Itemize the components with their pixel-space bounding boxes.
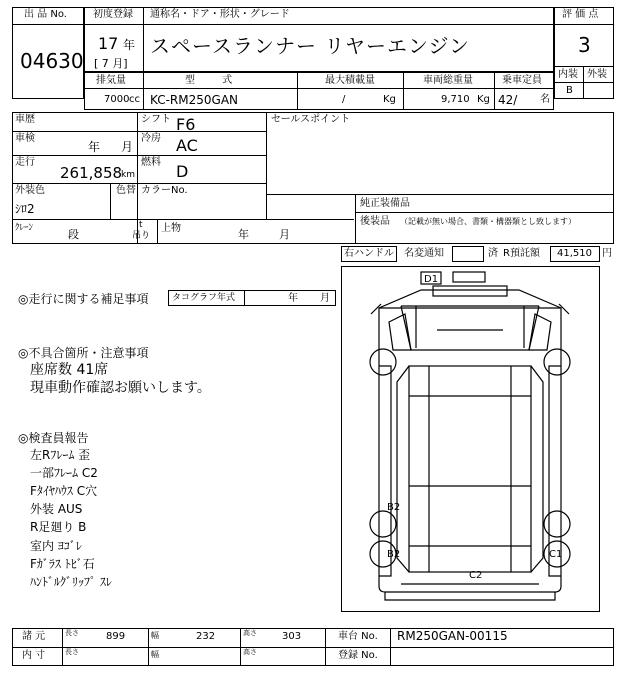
inspector-line-3: Fﾀｲﾔﾊｳｽ C穴 [30,484,98,498]
mark-d1: D1 [424,274,439,285]
name-change-box [452,246,484,262]
max-load-unit: Kg [383,94,396,105]
model-name-label: 通称名・ドア・形状・グレード [150,9,290,20]
aftermarket-label: 後装品 [360,216,390,227]
spec-label: 諸 元 [22,631,46,642]
ext-color-value: ｼﾛ2 [15,202,35,216]
lot-number: 04630 [20,49,84,73]
handle-value: 右ハンドル [344,248,394,259]
inspection-label: 車検 [15,133,35,144]
mark-b2-lower: B2 [387,549,401,560]
score-label: 評 価 点 [562,9,599,20]
capacity: 42/ [498,93,518,107]
aircon-value: AC [176,136,198,155]
inspector-line-5: R足廻り B [30,520,87,534]
model-type-label: 型 式 [185,75,245,86]
bus-diagram [341,266,600,612]
inspector-line-4: 外装 AUS [30,502,83,516]
reg-month: [ 7 月] [94,57,128,70]
width-label: 幅 [151,631,159,640]
name-change-label: 名変通知 [404,248,444,259]
fuel-label: 燃料 [141,157,161,168]
crane-hang: 吊り [132,231,151,241]
interior-grade: B [566,85,573,96]
aftermarket-note: （記載が無い場合、書類・構器類とし致します） [400,217,576,226]
capacity-unit: 名 [540,94,550,105]
displacement-value: 7000 [104,94,130,105]
mark-c1: C1 [549,549,563,560]
registration-label: 登録 No. [338,650,378,661]
interior-height-label: 高さ [243,648,257,656]
recycle-fee: 41,510 [557,248,592,259]
inspector-line-8: ﾊﾝﾄﾞﾙｸﾞﾘｯﾌﾟ ｽﾚ [30,575,112,589]
max-load-label: 最大積載量 [325,75,375,86]
defects-title: ◎不具合箇所・注意事項 [18,346,149,360]
mark-b2-upper: B2 [387,502,401,513]
mileage-label: 走行 [15,157,35,168]
interior-width-label: 幅 [151,650,159,659]
interior-dims-label: 内 寸 [22,650,46,661]
interior-length-label: 長さ [65,648,79,656]
inspector-line-7: Fｶﾞﾗｽ ﾄﾋﾞ石 [30,557,95,571]
displacement-unit: cc [129,94,140,105]
chassis-label: 車台 No. [338,631,378,642]
inspector-line-1: 左Rﾌﾚｰﾑ 歪 [30,448,91,462]
recycle-unit: 円 [602,248,612,259]
crane-stage: 段 [68,228,79,241]
fuel-value: D [176,162,189,181]
crane-label: ｸﾚｰﾝ [15,223,34,233]
color-change-label: 色替 [116,185,136,196]
body-year: 年 [238,228,249,241]
sales-point-label: セールスポイント [271,114,351,125]
width-value: 232 [196,631,216,642]
chassis-value: RM250GAN-00115 [397,629,508,643]
gross-weight: 9,710 [441,94,470,105]
first-reg-label: 初度登録 [93,9,133,20]
body-month: 月 [279,228,290,241]
shift-label: シフト [141,114,171,125]
recycle-fee-label: R預託額 [503,248,540,259]
gross-weight-label: 車両総重量 [423,75,473,86]
defects-line-2: 現車動作確認お願いします。 [30,380,211,396]
length-label: 長さ [65,629,79,637]
inspector-line-6: 室内 ﾖｺﾞﾚ [30,539,82,553]
genuine-equipment-label: 純正装備品 [360,198,410,209]
shift-value: F6 [176,115,196,134]
color-no-label: カラーNo. [141,185,188,196]
inspection-year: 年 [88,140,101,154]
inspector-line-2: 一部ﾌﾚｰﾑ C2 [30,466,98,480]
aircon-label: 冷房 [141,133,161,144]
mark-c2: C2 [469,570,483,581]
tacho-month: 月 [320,293,330,304]
max-load: / [342,94,346,105]
model-name: スペースランナー リヤーエンジン [150,34,470,58]
length-value: 899 [106,631,126,642]
driving-supplement-title: ◎走行に関する補足事項 [18,292,149,306]
lot-number-label: 出 品 No. [24,9,67,20]
height-label: 高さ [243,629,257,637]
recycle-done: 済 [488,248,498,259]
reg-year: 17 [98,34,119,53]
score-value: 3 [578,33,591,57]
ext-color-label: 外装色 [15,185,45,196]
reg-year-unit: 年 [123,38,136,52]
model-type: KC-RM250GAN [150,93,239,107]
gross-weight-unit: Kg [477,94,490,105]
defects-line-1: 座席数 41席 [30,362,109,378]
inspection-month: 月 [121,140,134,154]
body-label: 上物 [161,223,181,234]
tacho-year: 年 [288,293,298,304]
height-value: 303 [282,631,302,642]
tacho-label: タコグラフ年式 [172,293,236,303]
inspector-title: ◎検査員報告 [18,431,89,445]
exterior-grade-label: 外装 [587,69,607,80]
mileage-value: 261,858 [60,164,123,182]
capacity-label: 乗車定員 [502,75,542,86]
history-label: 車歴 [15,114,35,125]
crane-ton: t [139,220,143,230]
mileage-unit: km [121,170,135,180]
interior-grade-label: 内装 [558,69,578,80]
displacement-label: 排気量 [96,75,126,86]
